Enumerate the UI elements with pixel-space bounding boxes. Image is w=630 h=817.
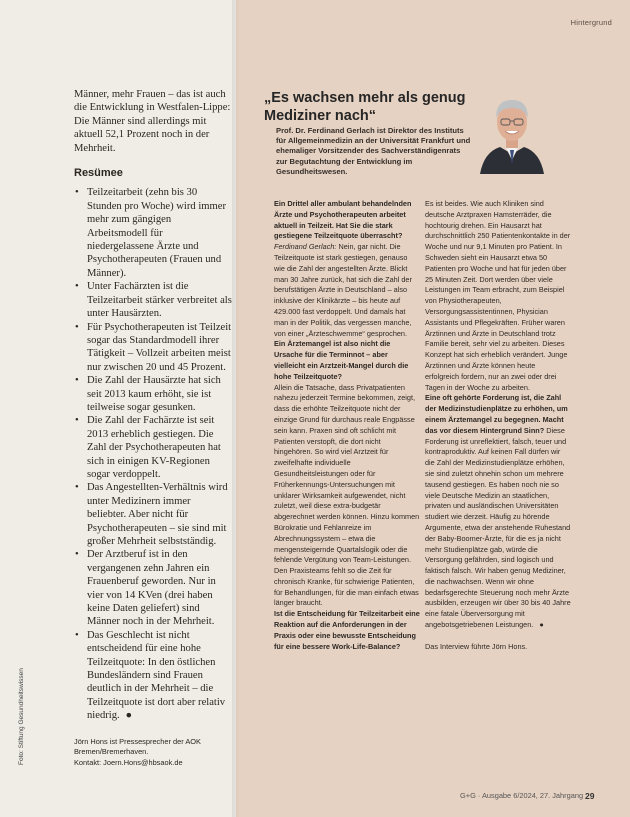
list-item: • Für Psychotherapeuten ist Teilzeit sogar das Standardmodell ihrer Tätigkeit – Vollzeit arbeiten meist nur zwischen 20 und 45 Prozent. [74, 321, 232, 375]
page-fold [232, 0, 240, 817]
interview-headline: „Es wachsen mehr als genug Mediziner nach“ [264, 90, 466, 124]
list-item-text: Das Geschlecht ist nicht entscheidend für eine hohe Teilzeitquote: In den östlichen Bundesländern sind Frauen deutlich in der Mehrheit – die Teilzeitquote ist dort aber relativ niedrig. [87, 629, 226, 722]
list-item: • Der Arztberuf ist in den vergangenen zehn Jahren ein Frauenberuf geworden. Nur in vier von 14 KVen (drei haben keine Daten geliefert) sind Männer noch in der Mehrheit. [74, 548, 232, 628]
answer: Es ist beides. Wie auch Kliniken sind deutsche Arztpraxen Hamsterräder, die hochtourig drehen. Ein Hausarzt hat durchschnittlich 250 Patientenkontakte in der Woche und nur 9,1 Minuten pro Patient. In Schweden sieht ein Hausarzt etwa 50 Patienten pro Woche und hat für jeden über 25 Minuten Zeit. Dort werden über viele Leistungen im Team erbracht, zum Beispiel von Physiotherapeuten, Versorgungsassistentinnen, Physician Assistants und Pflegekräften. Früher waren Ärztinnen und Ärzte in Deutschland trotz Familie bereit, sehr viel zu arbeiten. Dieses Konzept hat sich erheblich verändert. Junge Ärztinnen und Ärzte können heute erfolgreich fordern, nur an zwei oder drei Tagen in der Woche zu arbeiten. [425, 199, 571, 392]
list-item: • Die Zahl der Fachärzte ist seit 2013 erheblich gestiegen. Die Zahl der Psychotherapeuten hat sich in einigen KV-Regionen sogar verdoppelt. [74, 414, 232, 481]
author-bio-line: Jörn Hons ist Pressesprecher der AOK Bremen/Bremerhaven. [74, 736, 201, 757]
photo-credit: Foto: Stiftung Gesundheitswissen [18, 668, 25, 765]
answer: Allein die Tatsache, dass Privatpatienten nahezu jederzeit Termine bekommen, zeigt, dass die erhöhte Teilzeitquote nicht der einzige Grund für durchaus reale Engpässe sein kann. Praxen sind oft schlicht mit Patienten verstopft, die dort nicht hingehören. So wird viel Arztzeit für zweifelhafte individuelle Gesundheitsleistungen oder für Früherkennungs-Untersuchungen mit unklarer Wirksamkeit aufgewendet, nicht zuletzt, weil diese extra-budgetär abgerechnet werden können. Hinzu kommen Bürokratie und Fehlanreize im Abrechnungssystem – etwa die mengensteigernde Quartalslogik oder die fehlende Vergütung von Team-Leistungen. Den Praxisteams fehlt so die Zeit für chronisch Kranke, für schwierige Patienten, für Behandlungen, für die man einfach etwas länger braucht. [274, 382, 420, 608]
question: Ein Drittel aller ambulant behandelnden Ärzte und Psychotherapeuten arbeitet aktuell in Teilzeit. Hat Sie die stark gestiegene Teilzeitquote überrascht? [274, 199, 412, 241]
resume-list [74, 186, 232, 722]
question: Ist die Entscheidung für Teilzeitarbeit eine Reaktion auf die Anforderungen in der Praxis oder eine bewusste Entscheidung für eine bessere Work-Life-Balance? [274, 609, 420, 651]
speaker-name: Ferdinand Gerlach: [274, 242, 337, 252]
continued-paragraph: Männer, mehr Frauen – das ist auch die Entwicklung in Westfalen-Lippe: Die Männer sind allerdings mit aktuell 52,1 Prozent noch in der Mehrheit. [74, 89, 231, 154]
resume-heading: Resümee [74, 167, 123, 180]
interview-column-1 [274, 199, 420, 652]
list-item: • Teilzeitarbeit (zehn bis 30 Stunden pro Woche) wird immer mehr zum gängigen Arbeitsmodell für niedergelassene Ärzte und Psychotherapeuten (Frauen und Männer). [74, 186, 232, 280]
interview-intro: Prof. Dr. Ferdinand Gerlach ist Direktor des Instituts für Allgemeinmedizin an der Universität Frankfurt und ehemaliger Vorsitzender des Sachverständigenrats zur Begutachtung der Entwicklung im Gesundheitswesen. [276, 126, 471, 176]
list-item: • Unter Fachärzten ist die Teilzeitarbeit stärker verbreitet als unter Hausärzten. [74, 280, 232, 320]
answer: Diese Forderung ist unreflektiert, falsch, teuer und kontraproduktiv. Auf keinen Fall dürfen wir die Zahl der Medizinstudienplätze erhöhen, sie sind zuletzt ohnehin schon um mehrere tausend gestiegen. Es haben noch nie so viele Deutsche Medizin an staatlichen, privaten und ausländischen Universitäten studiert wie derzeit. Häufig zu hörende Argumente, etwa der anstehende Ruhestand der Baby-Boomer-Ärzte, für die es ja nicht mehr Studienplätze gab, würde die Versorgung gefährden, sind logisch und faktisch falsch. Wir haben genug Mediziner, die nachwachsen. Wenn wir ohne bedarfsgerechte Steuerung noch mehr Ärzte ausbilden, erzeugen wir über 30 bis 40 Jahre eine fatale Überversorgung mit angebotsgetriebenen Leistungen. [425, 425, 571, 630]
section-label: Hintergrund [570, 18, 612, 27]
page-number: 29 [585, 791, 595, 801]
portrait-photo [476, 84, 548, 174]
footer-publication: G+G · Ausgabe 6/2024, 27. Jahrgang [460, 791, 584, 800]
author-bio [74, 737, 232, 768]
left-column [74, 88, 232, 768]
list-item: • Die Zahl der Hausärzte hat sich seit 2013 kaum erhöht, sie ist teilweise sogar gesunken. [74, 374, 232, 414]
answer: Nein, gar nicht. Die Teilzeitquote ist stark gestiegen, genauso wie die Zahl der angestellten Ärzte. Blickt man 30 Jahre zurück, hat sich die Zahl der berufstätigen Ärzte in Deutschland – also inklusive der Klinikärzte – bis heute auf 429.000 fast verdoppelt. Und damals hat man in der Politik, das vergessen manche, von einer „Ärzteschwemme“ gesprochen. [274, 242, 412, 338]
end-mark: ● [125, 710, 133, 722]
end-mark: ● [539, 620, 544, 630]
question: Ein Ärztemangel ist also nicht die Ursache für die Terminnot – aber vielleicht ein Arztzeit-Mangel durch die hohe Teilzeitquote? [274, 339, 409, 381]
interview-column-2 [425, 199, 571, 652]
question: Eine oft gehörte Forderung ist, die Zahl der Medizinstudienplätze zu erhöhen, um einem Ärztemangel zu begegnen. Macht das vor diesem Hintergrund Sinn? [425, 393, 568, 435]
interview-credit: Das Interview führte Jörn Hons. [425, 641, 528, 651]
author-contact[interactable]: Kontakt: Joern.Hons@hbsaok.de [74, 757, 183, 767]
list-item: • Das Angestellten-Verhältnis wird unter Medizinern immer beliebter. Aber nicht für Psychotherapeuten – sie sind mit großer Mehrheit selbstständig. [74, 481, 232, 548]
list-item-last [74, 629, 232, 723]
